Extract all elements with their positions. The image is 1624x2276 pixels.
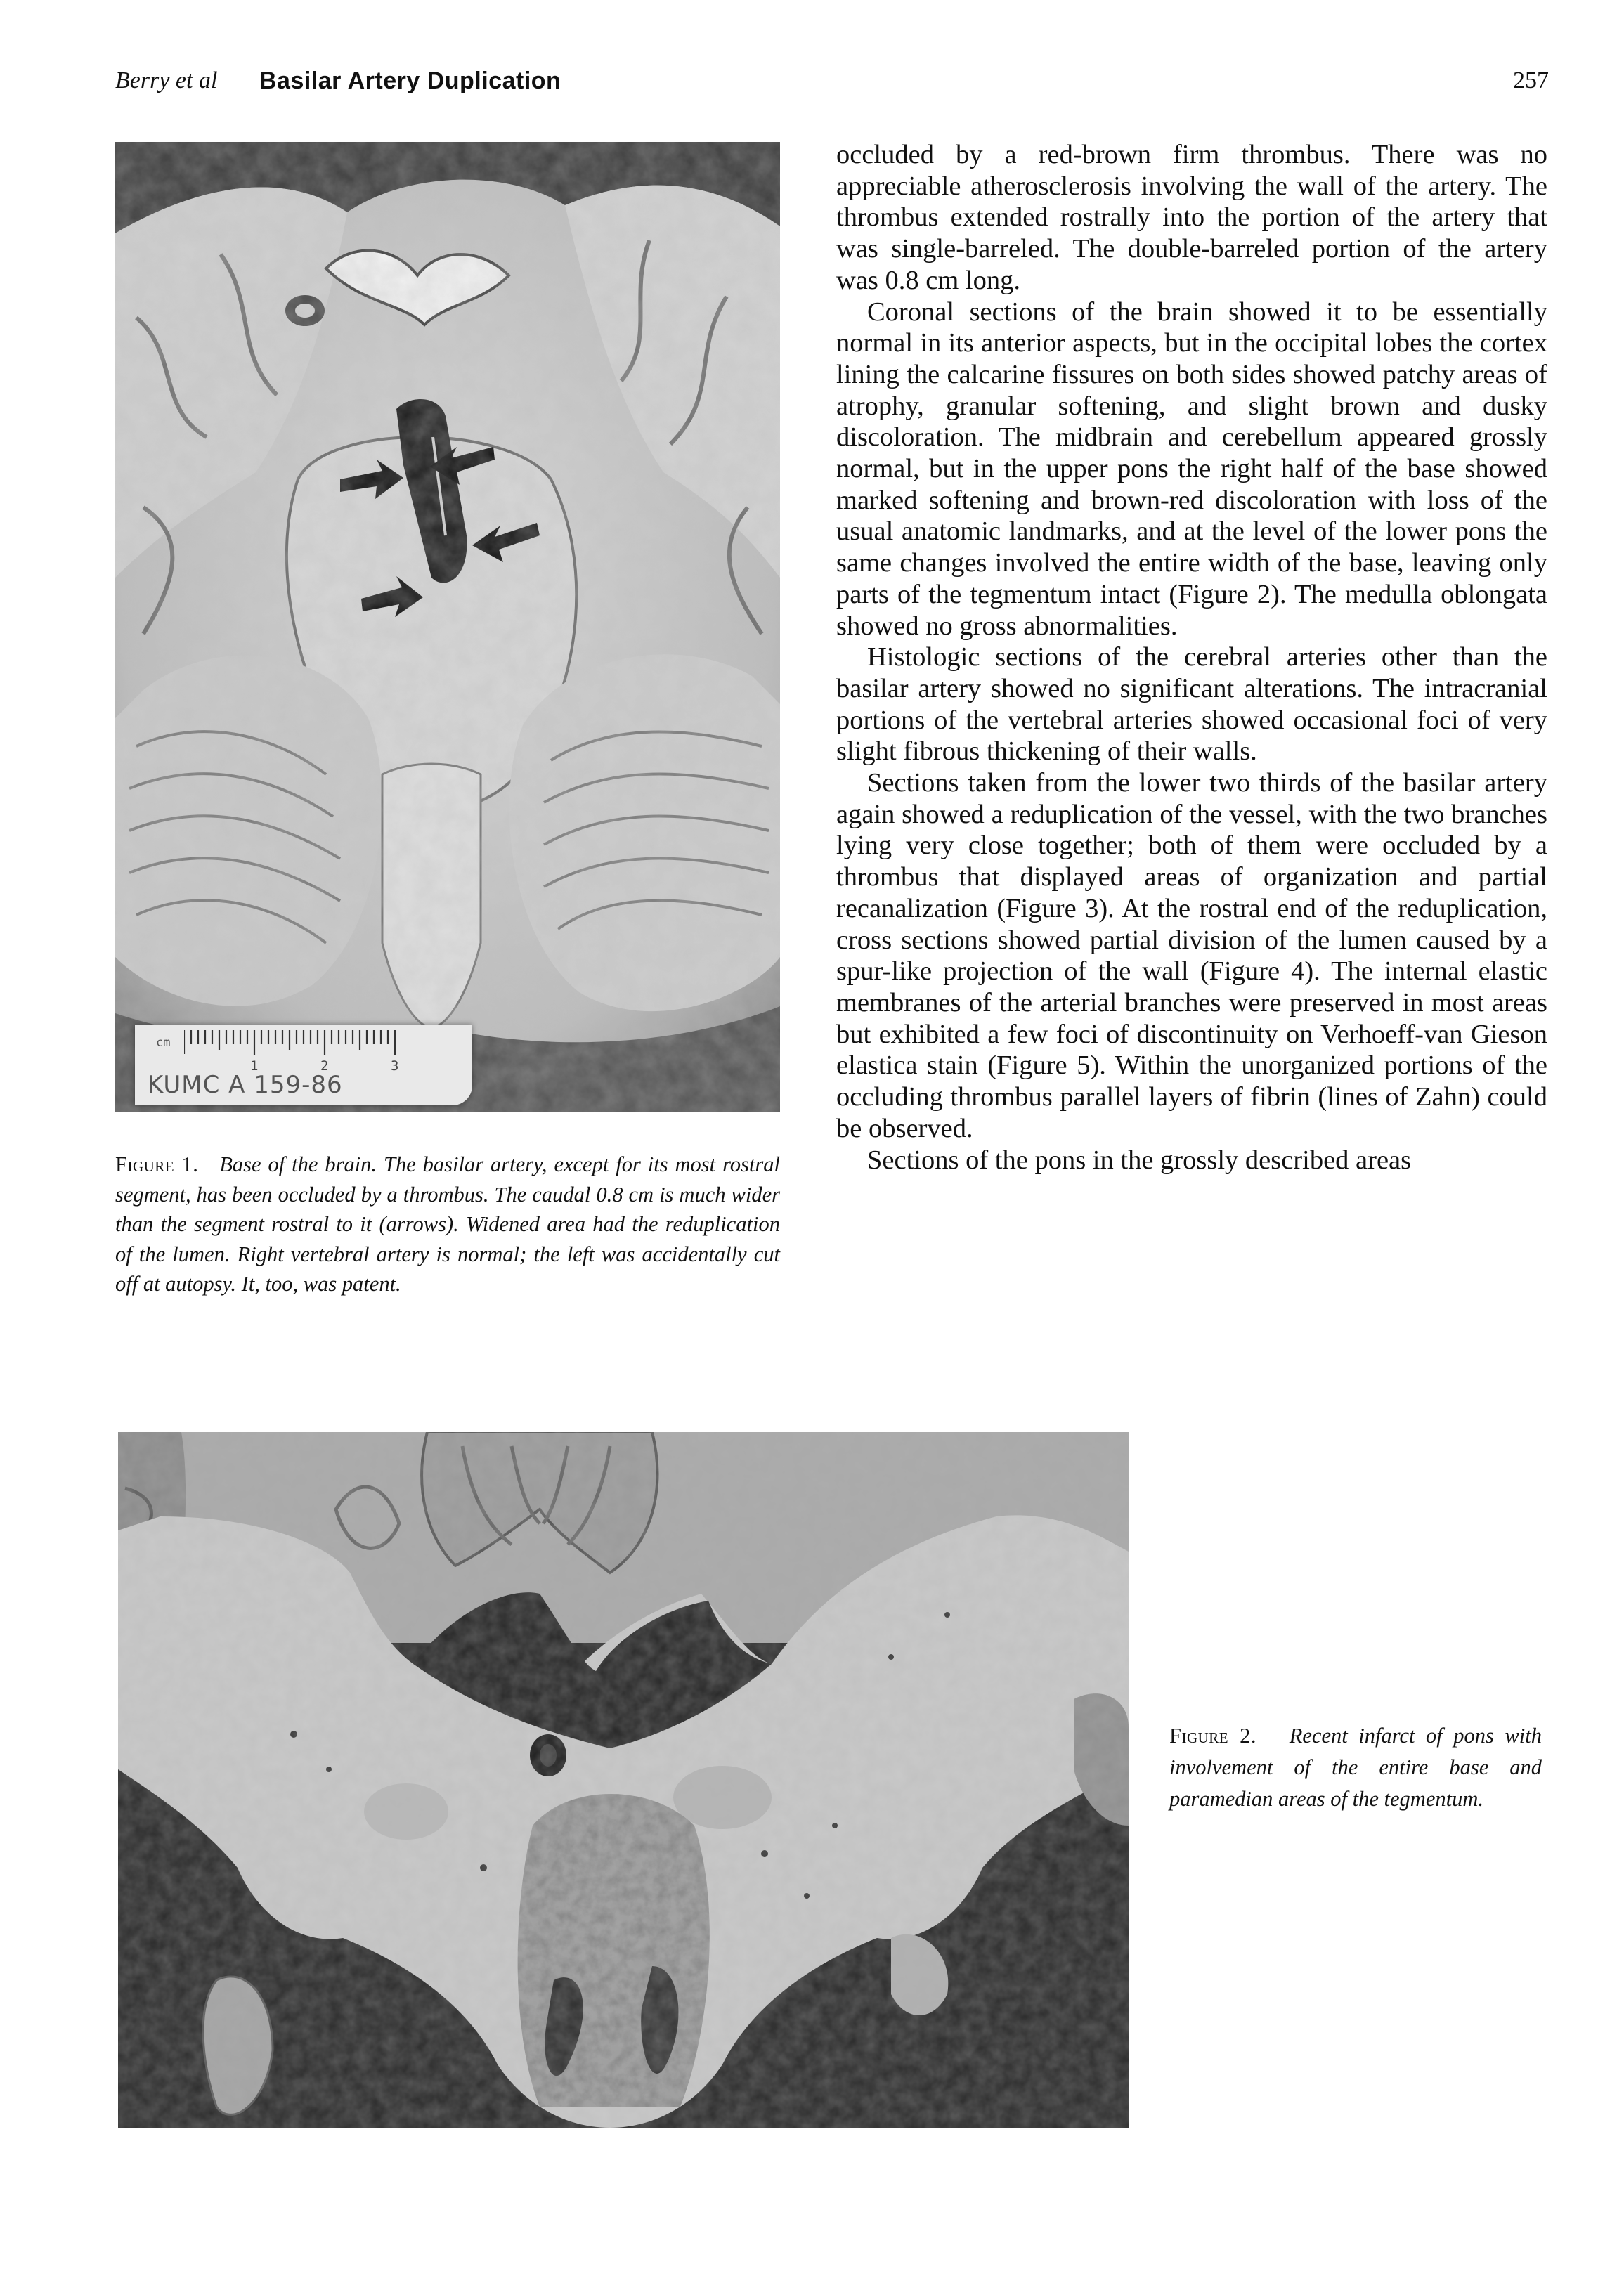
measurement-ruler — [135, 1025, 472, 1105]
body-paragraph: occluded by a red-brown firm thrombus. There was no appreciable atherosclerosis involving the wall of the artery. The thrombus extended rostrally into the portion of the artery that was single-barreled. The double-barreled portion of the artery was 0.8 cm long. — [836, 140, 1547, 295]
body-paragraph: Coronal sections of the brain showed it to be essentially normal in its anterior aspects, but in the occipital lobes the cortex lining the calcarine fissures on both sides showed patchy areas of atrophy, granular softening, and slight brown and dusky discoloration. The midbrain and cerebellum appeared grossly normal, but in the upper pons the right half of the base showed marked softening and brown-red discoloration with loss of the usual anatomic landmarks, and at the level of the lower pons the same changes involved the entire width of the base, leaving only parts of the tegmentum intact (Figure 2). The medulla oblongata showed no gross abnormalities. — [836, 297, 1547, 641]
running-header — [115, 67, 1549, 103]
pons-section-photo — [118, 1432, 1129, 2128]
ruler-number-3: 3 — [391, 1058, 399, 1074]
figure-2-caption-text: Recent infarct of pons with involvement of the entire base and paramedian areas of the tegmentum. — [1169, 1724, 1542, 1811]
specimen-label: KUMC A 159-86 — [148, 1071, 343, 1099]
body-paragraph: Sections taken from the lower two thirds of the basilar artery again showed a reduplication of the vessel, with the two branches lying very close together; both of them were occluded by a thrombus that displayed areas of organization and partial recanalization (Figure 3). At the rostral end of the reduplication, cross sections showed partial division of the lumen caused by a spur-like projection of the wall (Figure 4). The internal elastic membranes of the arterial branches were preserved in most areas but exhibited a few foci of discontinuity on Verhoeff-van Gieson elastica stain (Figure 5). Within the unorganized portions of the occluding thrombus parallel layers of fibrin (lines of Zahn) could be observed. — [836, 768, 1547, 1143]
figure-2-caption — [1169, 1720, 1542, 1815]
header-title: Basilar Artery Duplication — [259, 67, 561, 94]
body-paragraph: Sections of the pons in the grossly described areas — [867, 1145, 1412, 1175]
body-text-column — [836, 139, 1547, 1176]
figure-1-caption-text: Base of the brain. The basilar artery, except for its most rostral segment, has been occluded by a thrombus. The caudal 0.8 cm is much wider than the segment rostral to it (arrows). Widened area had the reduplication of the lumen. Right vertebral artery is normal; the left was accidentally cut off at autopsy. It, too, was patent. — [115, 1152, 781, 1296]
header-authors: Berry et al — [115, 67, 218, 93]
figure-1-photo — [115, 142, 780, 1112]
ruler-ticks — [184, 1025, 409, 1060]
ruler-number-2: 2 — [320, 1058, 329, 1074]
figure-2-photo — [118, 1432, 1129, 2128]
ruler-unit: cm — [156, 1036, 171, 1050]
figure-1-caption — [115, 1150, 780, 1299]
page-number: 257 — [1513, 67, 1549, 93]
body-paragraph: Histologic sections of the cerebral arteries other than the basilar artery showed no significant alterations. The intracranial portions of the vertebral arteries showed occasional foci of very slight fibrous thickening of their walls. — [836, 642, 1547, 767]
figure-1-label: Figure 1. — [115, 1152, 199, 1176]
ruler-number-1: 1 — [250, 1058, 259, 1074]
figure-2-label: Figure 2. — [1169, 1724, 1257, 1748]
brain-base-photo — [115, 142, 780, 1112]
